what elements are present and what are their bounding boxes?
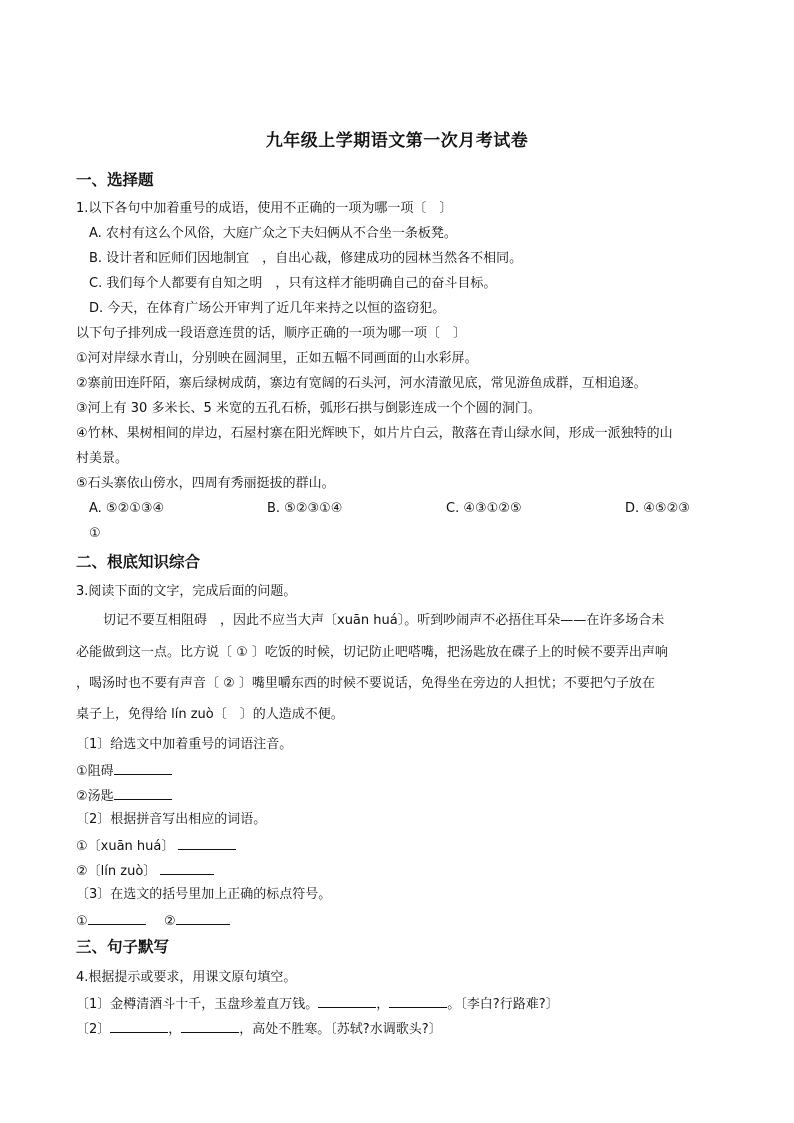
q4-line-2-prefix: 〔2〕 [76,1022,111,1037]
q2-sentence-3: ③河上有 30 多米长、5 米宽的五孔石桥，弧形石拱与倒影连成一个个圆的洞门。 [76,401,541,416]
q1-option-a: A. 农村有这么个风俗，大庭广众之下夫妇俩从不合坐一条板凳。 [89,226,457,241]
q3-sub2-item-1 [76,837,236,855]
q3-passage-line-4: 桌子上，免得给 lín zuò〔 〕的人造成不便。 [76,707,344,722]
q1-option-c: C. 我们每个人都要有自知之明 ，只有这样才能明确自己的奋斗目标。 [89,276,497,291]
q1-option-b: B. 设计者和匠师们因地制宜 ，自出心裁，修建成功的园林当然各不相同。 [89,251,523,266]
q3-sub3-item-1-label: ① [76,914,88,929]
q4-line-1-separator: ， [376,997,390,1012]
q2-option-d: D. ④⑤②③ [625,501,690,516]
q2-sentence-1: ①河对岸绿水青山，分别映在圆洞里，正如五幅不同画面的山水彩屏。 [76,351,478,366]
q3-stem: 3.阅读下面的文字，完成后面的问题。 [76,584,297,599]
q4-line-1 [76,995,559,1013]
answer-blank[interactable] [114,787,172,800]
q2-sentence-5: ⑤石头寨依山傍水，四周有秀丽挺拔的群山。 [76,476,335,491]
q3-sub1-item-2 [76,787,172,805]
q3-passage-line-1: 切记不要互相阻碍 ，因此不应当大声〔xuān huá〕。听到吵闹声不必捂住耳朵——在许多场合未 [103,613,665,628]
q3-sub3-prompt: 〔3〕在选文的括号里加上正确的标点符号。 [76,887,332,902]
q2-stem: 以下句子排列成一段语意连贯的话，顺序正确的一项为哪一项〔 〕 [76,326,467,341]
section-heading-choice: 一、选择题 [76,170,154,189]
q3-sub1-item-1-label: ①阻碍 [76,764,114,779]
q3-sub3-items [76,912,230,930]
q2-sentence-4-cont: 村美景。 [76,451,129,466]
q4-line-2 [76,1020,442,1038]
q4-line-2-suffix: ，高处不胜寒。〔苏轼?水调歌头?〕 [239,1022,442,1037]
page-title: 九年级上学期语文第一次月考试卷 [265,131,529,151]
q3-sub2-item-1-label: ①〔xuān huá〕 [76,839,175,854]
q3-passage-line-2: 必能做到这一点。比方说〔 ① 〕吃饭的时候，切记防止吧嗒嘴，把汤匙放在碟子上的时候不要弄出声响 [76,645,668,660]
answer-blank[interactable] [114,762,172,775]
answer-blank[interactable] [178,837,236,850]
answer-blank[interactable] [181,1020,239,1033]
section-heading-recitation: 三、句子默写 [76,937,170,956]
answer-blank[interactable] [110,1020,168,1033]
q4-line-1-prefix: 〔1〕金樽清酒斗十千，玉盘珍羞直万钱。 [76,997,319,1012]
answer-blank[interactable] [318,995,376,1008]
q4-line-2-separator: ， [168,1022,182,1037]
q4-line-1-suffix: 。〔李白?行路难?〕 [447,997,559,1012]
q3-sub1-item-1 [76,762,172,780]
q2-option-b: B. ⑤②③①④ [267,501,343,516]
q2-option-d-cont: ① [89,526,101,541]
q3-sub3-item-2-label: ② [163,914,176,929]
q3-sub1-item-2-label: ②汤匙 [76,789,114,804]
q2-option-a: A. ⑤②①③④ [89,501,165,516]
answer-blank[interactable] [160,862,214,875]
q1-option-d: D. 今天，在体育广场公开审判了近几年来持之以恒的盗窃犯。 [89,301,446,316]
q4-stem: 4.根据提示或要求，用课文原句填空。 [76,970,297,985]
q2-sentence-2: ②寨前田连阡陌，寨后绿树成荫，寨边有宽阔的石头河，河水清澈见底，常见游鱼成群，互相追逐。 [76,376,647,391]
q2-sentence-4: ④竹林、果树相间的岸边，石屋村寨在阳光辉映下，如片片白云，散落在青山绿水间，形成一派独特的山 [76,426,673,441]
q1-stem: 1.以下各句中加着重号的成语，使用不正确的一项为哪一项〔 〕 [76,201,453,216]
answer-blank[interactable] [389,995,447,1008]
q3-sub1-prompt: 〔1〕给选文中加着重号的词语注音。 [76,737,293,752]
answer-blank[interactable] [176,912,230,925]
section-heading-basics: 二、根底知识综合 [76,552,201,571]
q3-sub2-item-2 [76,862,214,880]
q3-sub2-item-2-label: ②〔lín zuò〕 [76,864,157,879]
q2-option-c: C. ④③①②⑤ [446,501,522,516]
q3-sub2-prompt: 〔2〕根据拼音写出相应的词语。 [76,812,267,827]
answer-blank[interactable] [88,912,146,925]
q3-passage-line-3: ，喝汤时也不要有声音〔 ② 〕嘴里嚼东西的时候不要说话，免得坐在旁边的人担忧；不要把勺子放在 [76,676,655,691]
